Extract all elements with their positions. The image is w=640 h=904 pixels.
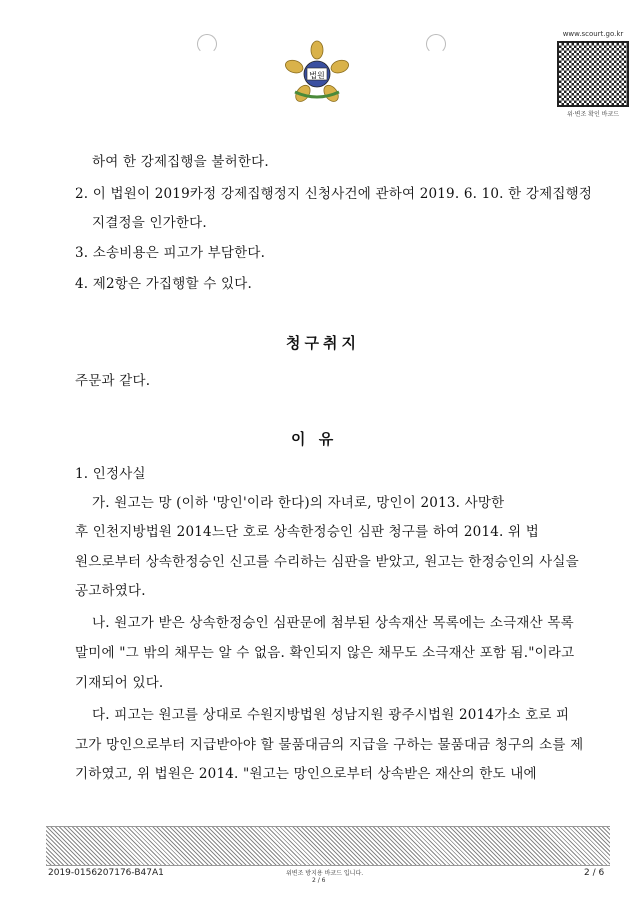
para-a-line-4: 공고하였다. xyxy=(75,583,146,599)
para-b-line-1: 나. 원고가 받은 상속한정승인 심판문에 첨부된 상속재산 목록에는 소극재산 목록 xyxy=(92,615,574,631)
barcode-caption: 위·변조 확인 바코드 xyxy=(566,111,620,118)
document-id: 2019-0156207176-B47A1 xyxy=(48,868,164,878)
para-a-line-1: 가. 원고는 망 (이하 '망인'이라 한다)의 자녀로, 망인이 2013. 사망한 xyxy=(92,495,505,511)
order-line-1-cont: 하여 한 강제집행을 불허한다. xyxy=(92,154,269,170)
heading-reason: 이 유 xyxy=(291,430,338,448)
anti-forgery-notice: 위변조 방지용 바코드 입니다. xyxy=(286,870,364,877)
para-b-line-3: 기재되어 있다. xyxy=(75,675,164,691)
verification-barcode xyxy=(553,30,633,118)
claim-text: 주문과 같다. xyxy=(75,373,151,389)
court-url: www.scourt.go.kr xyxy=(562,30,624,38)
order-item-2-line-1: 2. 이 법원이 2019카정 강제집행정지 신청사건에 관하여 2019. 6. 10. 한 강제집행정 xyxy=(75,186,593,202)
para-c-line-3: 기하였고, 위 법원은 2014. "원고는 망인으로부터 상속받은 재산의 한도 내에 xyxy=(75,766,537,782)
para-c-line-1: 다. 피고는 원고를 상대로 수원지방법원 성남지원 광주시법원 2014가소 호로 피 xyxy=(92,707,570,723)
para-b-line-2: 말미에 "그 밖의 채무는 알 수 없음. 확인되지 않은 채무도 소극재산 포함 됨."이라고 xyxy=(75,645,575,661)
punch-hole-right xyxy=(426,34,446,54)
qr-code-icon xyxy=(557,41,629,107)
emblem-text: 법원 xyxy=(309,71,325,80)
center-page-number: 2 / 6 xyxy=(312,877,326,884)
court-emblem-icon xyxy=(285,40,349,104)
section-1-title: 1. 인정사실 xyxy=(75,466,146,482)
para-a-line-3: 원으로부터 상속한정승인 신고를 수리하는 심판을 받았고, 원고는 한정승인의 사실을 xyxy=(75,554,579,570)
page-number: 2 / 6 xyxy=(584,868,605,878)
order-item-2-line-2: 지결정을 인가한다. xyxy=(92,215,207,231)
para-a-line-2: 후 인천지방법원 2014느단 호로 상속한정승인 심판 청구를 하여 2014. 위 법 xyxy=(75,524,539,540)
order-item-4: 4. 제2항은 가집행할 수 있다. xyxy=(75,276,252,292)
anti-forgery-barcode-band xyxy=(46,826,610,866)
order-item-3: 3. 소송비용은 피고가 부담한다. xyxy=(75,245,266,261)
punch-hole-left xyxy=(197,34,217,54)
heading-claim: 청구취지 xyxy=(286,334,360,352)
para-c-line-2: 고가 망인으로부터 지급받아야 할 물품대금의 지급을 구하는 물품대금 청구의 소를 제 xyxy=(75,737,584,753)
